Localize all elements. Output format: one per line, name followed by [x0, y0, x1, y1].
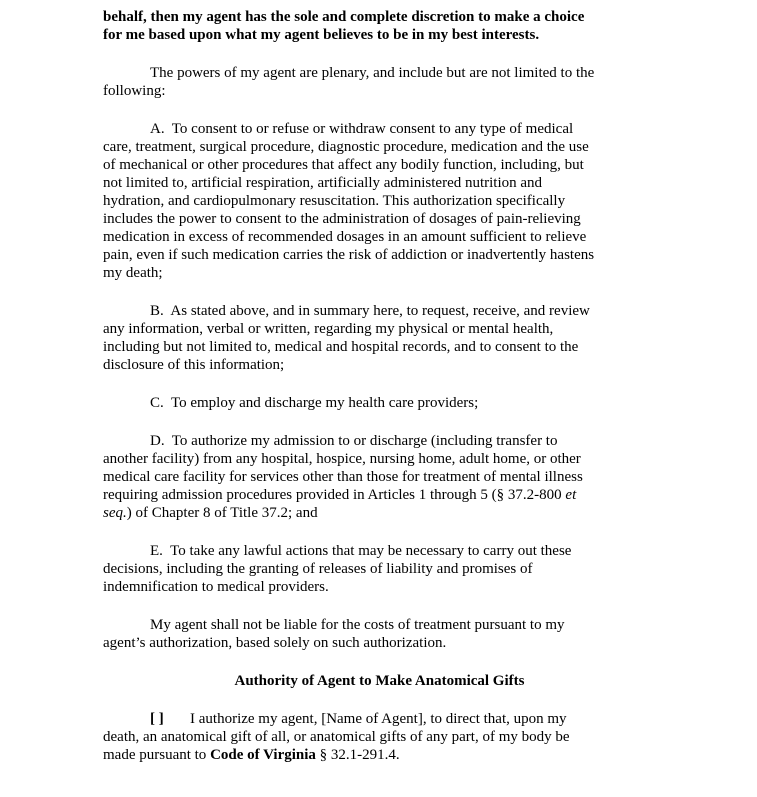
text-segment: § 32.1-291.4.: [315, 747, 400, 763]
text-line: including but not limited to, medical and hospital records, and to consent to the: [103, 339, 579, 355]
text-line: decisions, including the granting of releases of liability and promises of: [103, 561, 533, 577]
text-line: D. To authorize my admission to or discharge (including transfer to: [150, 433, 558, 449]
document-body: [103, 8, 656, 764]
text-line: medical care facility for services other than those for treatment of mental illness: [103, 469, 583, 485]
text-line: [103, 746, 656, 764]
text-line: [103, 504, 656, 522]
text-segment: et: [565, 487, 577, 503]
agent-liability-paragraph: [103, 616, 656, 652]
text-line: of mechanical or other procedures that affect any bodily function, including, but: [103, 157, 584, 173]
text-line: My agent shall not be liable for the costs of treatment pursuant to my: [150, 617, 565, 633]
text-segment: seq.: [103, 505, 127, 521]
text-line: not limited to, artificial respiration, artificially administered nutrition and: [103, 175, 543, 191]
text-line: care, treatment, surgical procedure, diagnostic procedure, medication and the use: [103, 139, 589, 155]
text-segment: I authorize my agent, [Name of Agent], to direct that, upon my: [163, 711, 567, 727]
text-line: medication in excess of recommended dosages in an amount sufficient to relieve: [103, 229, 587, 245]
text-line: The powers of my agent are plenary, and include but are not limited to the: [150, 65, 595, 81]
text-line: for me based upon what my agent believes to be in my best interests.: [103, 27, 540, 43]
text-line: B. As stated above, and in summary here, to request, receive, and review: [150, 303, 590, 319]
text-line: another facility) from any hospital, hospice, nursing home, adult home, or other: [103, 451, 581, 467]
text-line: agent’s authorization, based solely on such authorization.: [103, 635, 447, 651]
text-line: behalf, then my agent has the sole and complete discretion to make a choice: [103, 9, 585, 25]
text-line: death, an anatomical gift of all, or anatomical gifts of any part, of my body be: [103, 729, 570, 745]
text-line: pain, even if such medication carries the risk of addiction or inadvertently hastens: [103, 247, 595, 263]
power-a-paragraph: [103, 120, 656, 282]
text-segment: Code of Virginia: [210, 747, 316, 763]
power-d-paragraph: [103, 432, 656, 522]
text-line: hydration, and cardiopulmonary resuscitation. This authorization specifically: [103, 193, 566, 209]
text-line: my death;: [103, 265, 163, 281]
checkbox-placeholder: [ ]: [150, 711, 164, 727]
power-b-paragraph: [103, 302, 656, 374]
text-line: includes the power to consent to the administration of dosages of pain-relieving: [103, 211, 581, 227]
anatomical-gift-authorization-paragraph: [103, 710, 656, 764]
text-line: [103, 710, 656, 728]
text-segment: ) of Chapter 8 of Title 37.2; and: [126, 505, 318, 521]
powers-intro-paragraph: [103, 64, 656, 100]
text-line: following:: [103, 83, 166, 99]
text-segment: made pursuant to: [103, 747, 211, 763]
continuation-paragraph-bold: [103, 8, 656, 44]
text-segment: requiring admission procedures provided in Articles 1 through 5 (§ 37.2-800: [103, 487, 566, 503]
power-e-paragraph: [103, 542, 656, 596]
text-line: indemnification to medical providers.: [103, 579, 329, 595]
text-line: disclosure of this information;: [103, 357, 285, 373]
text-line: C. To employ and discharge my health care providers;: [150, 395, 479, 411]
text-line: A. To consent to or refuse or withdraw consent to any type of medical: [150, 121, 574, 137]
text-line: E. To take any lawful actions that may be necessary to carry out these: [150, 543, 572, 559]
power-c-paragraph: [103, 394, 656, 412]
text-line: [103, 486, 656, 504]
text-line: any information, verbal or written, regarding my physical or mental health,: [103, 321, 554, 337]
anatomical-gifts-heading: Authority of Agent to Make Anatomical Gifts: [234, 673, 525, 689]
